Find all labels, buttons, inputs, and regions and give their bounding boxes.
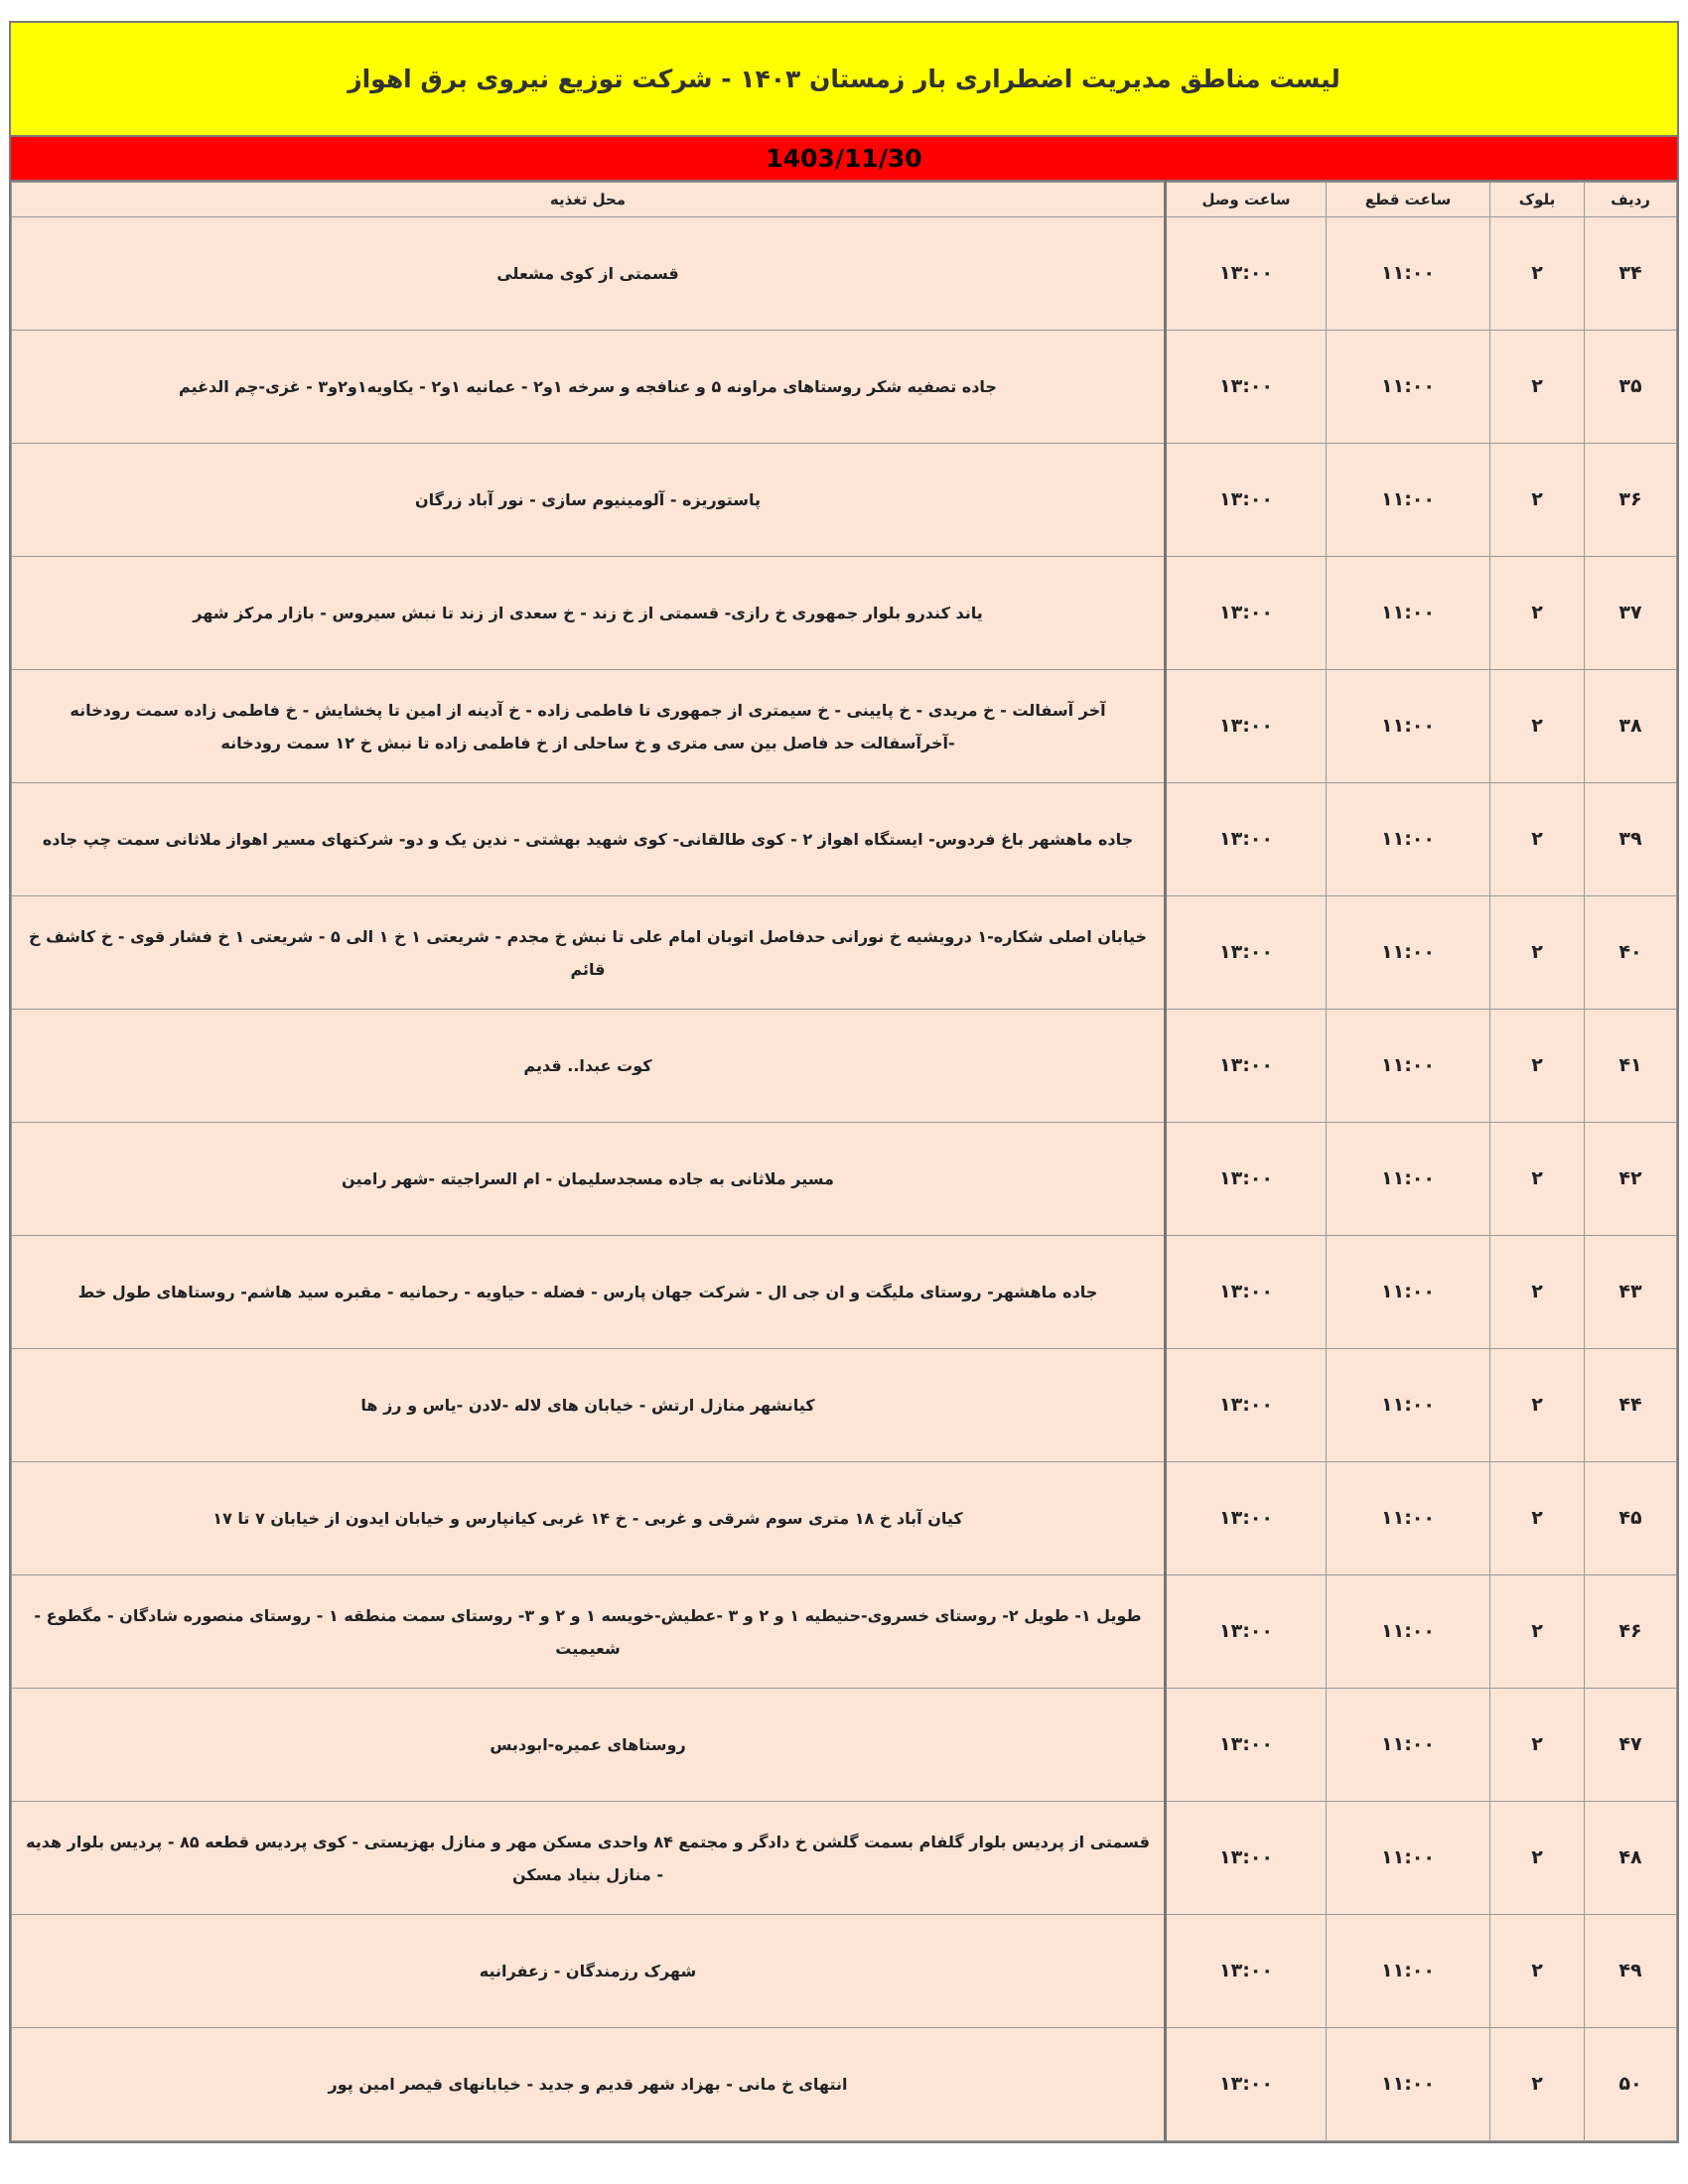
outage-schedule-sheet (9, 21, 1679, 2143)
cut-time-cell: ۱۱:۰۰ (1327, 217, 1490, 331)
header-block: بلوک (1490, 183, 1585, 217)
header-place: محل تغذیه (12, 183, 1166, 217)
block-cell: ۲ (1490, 1689, 1585, 1802)
block-cell: ۲ (1490, 783, 1585, 896)
connect-time-cell: ۱۳:۰۰ (1166, 1689, 1327, 1802)
row-number-cell: ۴۴ (1585, 1349, 1677, 1462)
row-number-cell: ۴۰ (1585, 896, 1677, 1010)
cut-time-cell: ۱۱:۰۰ (1327, 783, 1490, 896)
connect-time-cell: ۱۳:۰۰ (1166, 1575, 1327, 1689)
place-cell: کوت عبدا.. قدیم (12, 1010, 1166, 1123)
table-row (12, 1236, 1677, 1349)
table-row (12, 896, 1677, 1010)
place-cell: آخر آسفالت - خ مریدی - خ پایینی - خ سیمتری از جمهوری تا فاطمی زاده - خ آدینه از امین تا پخشایش - خ فاطمی زاده سمت رودخانه -آخرآسفالت حد فاصل بین سی متری و خ ساحلی از خ فاطمی زاده تا نبش خ ۱۲ سمت رودخانه (12, 670, 1166, 783)
connect-time-cell: ۱۳:۰۰ (1166, 557, 1327, 670)
table-row (12, 1123, 1677, 1236)
block-cell: ۲ (1490, 331, 1585, 444)
row-number-cell: ۴۲ (1585, 1123, 1677, 1236)
place-cell: قسمتی از کوی مشعلی (12, 217, 1166, 331)
cut-time-cell: ۱۱:۰۰ (1327, 444, 1490, 557)
table-header-row (12, 183, 1677, 217)
row-number-cell: ۴۶ (1585, 1575, 1677, 1689)
table-row (12, 670, 1677, 783)
connect-time-cell: ۱۳:۰۰ (1166, 1010, 1327, 1123)
table-row (12, 331, 1677, 444)
row-number-cell: ۳۴ (1585, 217, 1677, 331)
place-cell: کیان آباد خ ۱۸ متری سوم شرقی و غربی - خ ۱۴ غربی کیانپارس و خیابان ایدون از خیابان ۷ تا ۱۷ (12, 1462, 1166, 1575)
connect-time-cell: ۱۳:۰۰ (1166, 2028, 1327, 2141)
table-row (12, 217, 1677, 331)
connect-time-cell: ۱۳:۰۰ (1166, 1915, 1327, 2028)
place-cell: جاده تصفیه شکر روستاهای مراونه ۵ و عنافجه و سرخه ۱و۲ - عمانیه ۱و۲ - یکاویه۱و۲و۳ - غزی-چم الدغیم (12, 331, 1166, 444)
row-number-cell: ۳۹ (1585, 783, 1677, 896)
block-cell: ۲ (1490, 1349, 1585, 1462)
block-cell: ۲ (1490, 1236, 1585, 1349)
row-number-cell: ۴۵ (1585, 1462, 1677, 1575)
table-row (12, 1010, 1677, 1123)
cut-time-cell: ۱۱:۰۰ (1327, 1349, 1490, 1462)
place-cell: جاده ماهشهر باغ فردوس- ایستگاه اهواز ۲ - کوی طالقانی- کوی شهید بهشتی - ندین یک و دو- شرکتهای مسیر اهواز ملاثانی سمت چپ جاده (12, 783, 1166, 896)
header-connect-time: ساعت وصل (1166, 183, 1327, 217)
place-cell: پاستوریزه - آلومینیوم سازی - نور آباد زرگان (12, 444, 1166, 557)
cut-time-cell: ۱۱:۰۰ (1327, 1123, 1490, 1236)
cut-time-cell: ۱۱:۰۰ (1327, 1010, 1490, 1123)
table-row (12, 1689, 1677, 1802)
block-cell: ۲ (1490, 1575, 1585, 1689)
cut-time-cell: ۱۱:۰۰ (1327, 670, 1490, 783)
place-cell: قسمتی از پردیس بلوار گلفام بسمت گلشن خ دادگر و مجتمع ۸۴ واحدی مسکن مهر و منازل بهزیستی - کوی پردیس قطعه ۸۵ - پردیس بلوار هدیه - منازل بنیاد مسکن (12, 1802, 1166, 1915)
schedule-date: 1403/11/30 (766, 144, 922, 173)
table-row (12, 783, 1677, 896)
table-row (12, 1802, 1677, 1915)
block-cell: ۲ (1490, 217, 1585, 331)
row-number-cell: ۳۶ (1585, 444, 1677, 557)
cut-time-cell: ۱۱:۰۰ (1327, 1236, 1490, 1349)
block-cell: ۲ (1490, 1915, 1585, 2028)
block-cell: ۲ (1490, 444, 1585, 557)
block-cell: ۲ (1490, 670, 1585, 783)
connect-time-cell: ۱۳:۰۰ (1166, 1236, 1327, 1349)
header-row-number: ردیف (1585, 183, 1677, 217)
connect-time-cell: ۱۳:۰۰ (1166, 1123, 1327, 1236)
block-cell: ۲ (1490, 1462, 1585, 1575)
connect-time-cell: ۱۳:۰۰ (1166, 896, 1327, 1010)
table-row (12, 1915, 1677, 2028)
row-number-cell: ۳۸ (1585, 670, 1677, 783)
place-cell: کیانشهر منازل ارتش - خیابان های لاله -لادن -یاس و رز ها (12, 1349, 1166, 1462)
table-row (12, 2028, 1677, 2141)
date-bar (11, 137, 1677, 182)
cut-time-cell: ۱۱:۰۰ (1327, 1575, 1490, 1689)
connect-time-cell: ۱۳:۰۰ (1166, 444, 1327, 557)
connect-time-cell: ۱۳:۰۰ (1166, 1462, 1327, 1575)
place-cell: مسیر ملاثانی به جاده مسجدسلیمان - ام السراجیته -شهر رامین (12, 1123, 1166, 1236)
block-cell: ۲ (1490, 1802, 1585, 1915)
connect-time-cell: ۱۳:۰۰ (1166, 1349, 1327, 1462)
cut-time-cell: ۱۱:۰۰ (1327, 2028, 1490, 2141)
block-cell: ۲ (1490, 2028, 1585, 2141)
table-body (12, 217, 1677, 2141)
place-cell: یاند کندرو بلوار جمهوری خ رازی- قسمتی از خ زند - خ سعدی از زند تا نبش سیروس - بازار مرکز شهر (12, 557, 1166, 670)
cut-time-cell: ۱۱:۰۰ (1327, 896, 1490, 1010)
connect-time-cell: ۱۳:۰۰ (1166, 783, 1327, 896)
title-bar (11, 23, 1677, 137)
place-cell: جاده ماهشهر- روستای ملیگت و ان جی ال - شرکت جهان پارس - فضله - حیاویه - رحمانیه - مقبره سید هاشم- روستاهای طول خط (12, 1236, 1166, 1349)
row-number-cell: ۴۸ (1585, 1802, 1677, 1915)
row-number-cell: ۳۷ (1585, 557, 1677, 670)
table-row (12, 1349, 1677, 1462)
schedule-table (11, 182, 1677, 2141)
table-row (12, 557, 1677, 670)
row-number-cell: ۵۰ (1585, 2028, 1677, 2141)
row-number-cell: ۳۵ (1585, 331, 1677, 444)
block-cell: ۲ (1490, 1010, 1585, 1123)
row-number-cell: ۴۳ (1585, 1236, 1677, 1349)
row-number-cell: ۴۷ (1585, 1689, 1677, 1802)
place-cell: طویل ۱- طویل ۲- روستای خسروی-حنیطیه ۱ و ۲ و ۳ -عطیش-خویسه ۱ و ۲ و ۳- روستای سمت منطقه ۱ - روستای منصوره شادگان - مگطوع - شعیمیت (12, 1575, 1166, 1689)
table-row (12, 1575, 1677, 1689)
row-number-cell: ۴۱ (1585, 1010, 1677, 1123)
table-row (12, 1462, 1677, 1575)
cut-time-cell: ۱۱:۰۰ (1327, 1915, 1490, 2028)
row-number-cell: ۴۹ (1585, 1915, 1677, 2028)
place-cell: انتهای خ مانی - بهزاد شهر قدیم و جدید - خیابانهای قیصر امین پور (12, 2028, 1166, 2141)
connect-time-cell: ۱۳:۰۰ (1166, 217, 1327, 331)
place-cell: شهرک رزمندگان - زعفرانیه (12, 1915, 1166, 2028)
page-title: لیست مناطق مدیریت اضطراری بار زمستان ۱۴۰۳ - شرکت توزیع نیروی برق اهواز (348, 65, 1340, 93)
connect-time-cell: ۱۳:۰۰ (1166, 1802, 1327, 1915)
connect-time-cell: ۱۳:۰۰ (1166, 670, 1327, 783)
cut-time-cell: ۱۱:۰۰ (1327, 1689, 1490, 1802)
cut-time-cell: ۱۱:۰۰ (1327, 1802, 1490, 1915)
block-cell: ۲ (1490, 1123, 1585, 1236)
cut-time-cell: ۱۱:۰۰ (1327, 331, 1490, 444)
connect-time-cell: ۱۳:۰۰ (1166, 331, 1327, 444)
place-cell: خیابان اصلی شکاره-۱ درویشیه خ نورانی حدفاصل اتوبان امام علی تا نبش خ مجدم - شریعتی ۱ خ ۱ الی ۵ - شریعتی ۱ خ فشار قوی - خ کاشف خ قائم (12, 896, 1166, 1010)
place-cell: روستاهای عمیره-ابودبس (12, 1689, 1166, 1802)
cut-time-cell: ۱۱:۰۰ (1327, 1462, 1490, 1575)
header-cut-time: ساعت قطع (1327, 183, 1490, 217)
cut-time-cell: ۱۱:۰۰ (1327, 557, 1490, 670)
block-cell: ۲ (1490, 896, 1585, 1010)
block-cell: ۲ (1490, 557, 1585, 670)
table-row (12, 444, 1677, 557)
